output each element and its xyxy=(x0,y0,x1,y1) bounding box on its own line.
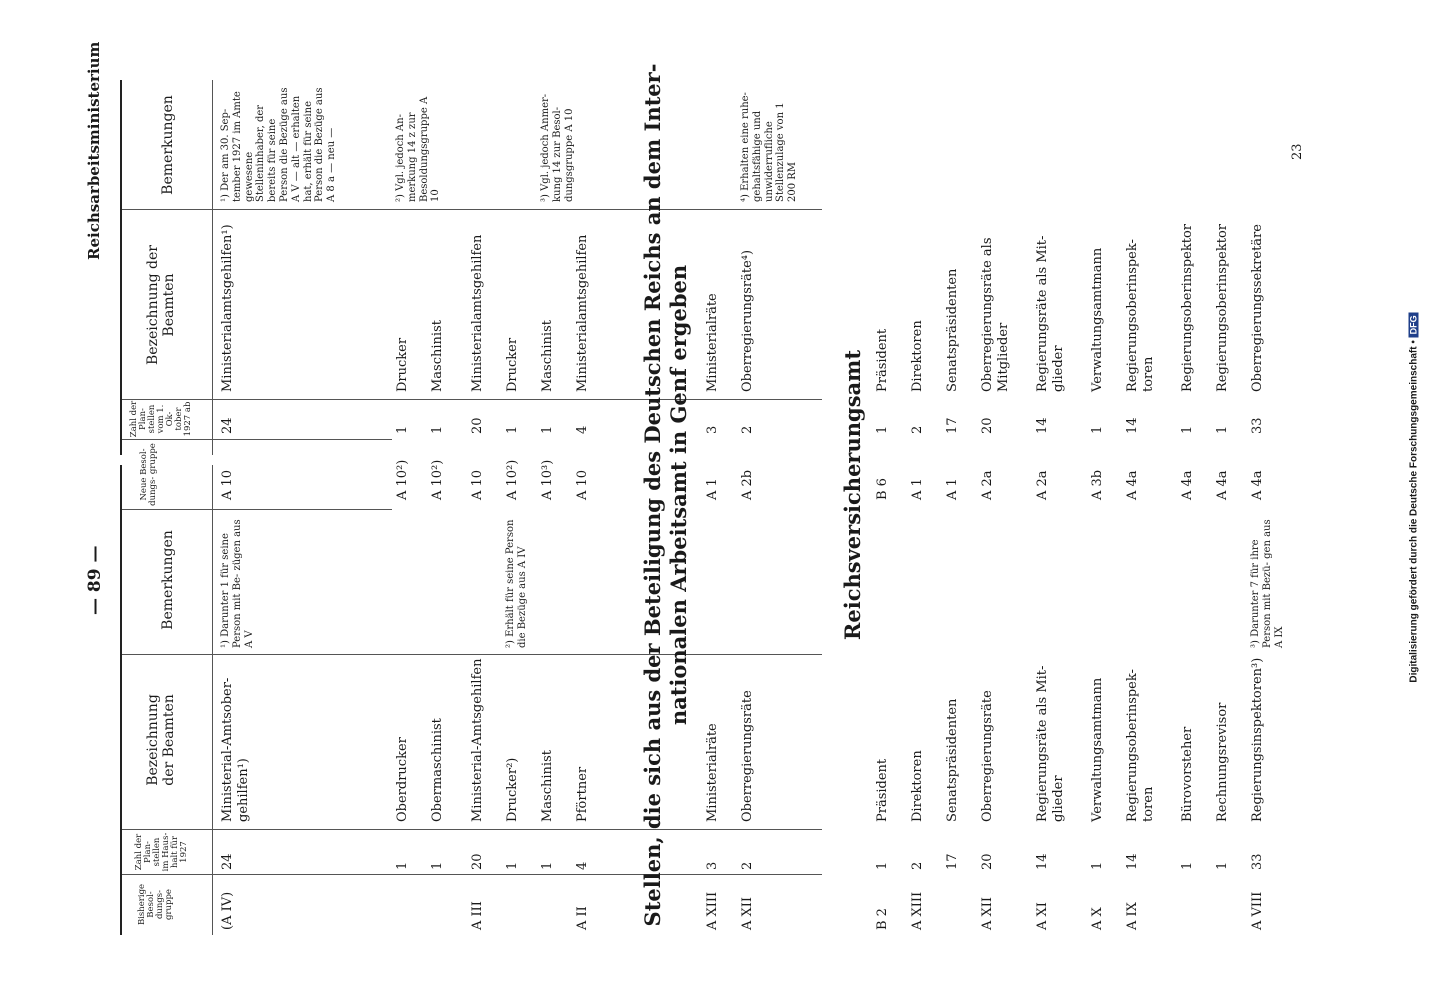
new-group-cell: A 10²) xyxy=(395,459,410,500)
designation-cell: Regierungsräte als Mit- glieder xyxy=(1035,665,1066,822)
col-sep-2 xyxy=(122,829,822,830)
designation-cell: Ministerialräte xyxy=(705,723,720,822)
new-count-cell: 1 xyxy=(395,425,410,434)
new-designation-cell: Drucker xyxy=(395,337,410,392)
new-group-cell: A 1 xyxy=(910,478,925,500)
old-group-cell: A XII xyxy=(740,896,755,930)
old-group-cell: A XIII xyxy=(705,891,720,930)
designation-cell: Senatspräsidenten xyxy=(945,698,960,822)
new-designation-cell: Regierungsoberinspektor xyxy=(1215,223,1230,392)
count-cell: 20 xyxy=(470,853,485,870)
page-index: 23 xyxy=(1290,143,1305,160)
new-count-cell: 4 xyxy=(575,425,590,434)
new-count-cell: 1 xyxy=(875,425,890,434)
designation-cell: Direktoren xyxy=(910,750,925,822)
new-designation-cell: Verwaltungsamtmann xyxy=(1090,247,1105,392)
new-designation-cell: Regierungsräte als Mit- glieder xyxy=(1035,235,1066,392)
new-designation-cell: Regierungsoberinspektor xyxy=(1180,223,1195,392)
col-sep-3 xyxy=(122,654,822,655)
col-new-designation: Bezeichnung der Beamten xyxy=(145,245,178,365)
col-sep-7 xyxy=(122,209,822,210)
new-remarks-cell: ⁴) Erhalten eine ruhe- gehaltsfähige und unwiderrufliche Stellenzulage von 1 200 RM xyxy=(740,92,799,202)
page-number: — 89 — xyxy=(85,545,105,615)
new-designation-cell: Senatspräsidenten xyxy=(945,268,960,392)
count-cell: 33 xyxy=(1250,853,1265,870)
new-count-cell: 14 xyxy=(1035,417,1050,434)
col-designation: Bezeichnung der Beamten xyxy=(145,694,178,786)
old-group-cell: A XII xyxy=(980,896,995,930)
new-group-cell: A 1 xyxy=(705,478,720,500)
new-group-cell: A 2b xyxy=(740,469,755,500)
new-group-cell: A 2a xyxy=(1035,470,1050,500)
new-group-cell: A 10²) xyxy=(505,459,520,500)
remarks-cell: ³) Darunter 7 für ihre Person mit Bezü- gen aus A IX xyxy=(1250,519,1285,648)
old-group-cell: A X xyxy=(1090,907,1105,930)
new-remarks-cell: ²) Vgl. jedoch An- merkung 14 z zur Besoldungsgruppe A 10 xyxy=(395,96,442,202)
new-count-cell: 1 xyxy=(1090,425,1105,434)
new-count-cell: 1 xyxy=(1180,425,1195,434)
old-group-cell: A XI xyxy=(1035,902,1050,930)
new-count-cell: 2 xyxy=(740,425,755,434)
new-count-cell: 33 xyxy=(1250,417,1265,434)
new-remarks-cell: ¹) Der am 30. Sep- tember 1927 im Amte gewesene Stelleninhaber, der bereits für seine Person die Bezüge aus A V — alt — erhalten hat, erhält für seine Person die Bezüge aus A 8 a — neu — xyxy=(220,87,338,202)
old-group-cell: (A IV) xyxy=(220,891,235,930)
count-cell: 14 xyxy=(1125,853,1140,870)
designation-cell: Verwaltungsamtmann xyxy=(1090,677,1105,822)
new-count-cell: 1 xyxy=(505,425,520,434)
designation-cell: Ministerial-Amtsgehilfen xyxy=(470,658,485,822)
designation-cell: Bürovorsteher xyxy=(1180,726,1195,822)
new-count-cell: 3 xyxy=(705,425,720,434)
col-sep-4 xyxy=(122,509,392,510)
new-designation-cell: Maschinist xyxy=(540,320,555,392)
designation-cell: Regierungsinspektoren³) xyxy=(1250,657,1265,822)
designation-cell: Oberregierungsräte xyxy=(980,690,995,822)
remarks-cell: ²) Erhält für seine Person die Bezüge aus A IV xyxy=(505,519,528,648)
designation-cell: Drucker²) xyxy=(505,757,520,822)
count-cell: 17 xyxy=(945,853,960,870)
count-cell: 1 xyxy=(1090,861,1105,870)
new-group-cell: A 4a xyxy=(1125,470,1140,500)
new-designation-cell: Direktoren xyxy=(910,320,925,392)
new-designation-cell: Ministerialräte xyxy=(705,293,720,392)
col-new-group: Neue Besol- dungs- gruppe xyxy=(139,443,158,506)
col-count-1927: Zahl der Plan- stellen im Haus- halt für 1927 xyxy=(134,832,189,872)
count-cell: 20 xyxy=(980,853,995,870)
section-rva-title: Reichsversicherungsamt xyxy=(840,349,865,641)
designation-cell: Ministerial-Amtsober- gehilfen¹) xyxy=(220,677,251,822)
count-cell: 2 xyxy=(740,861,755,870)
col-new-remarks: Bemerkungen xyxy=(160,95,176,195)
new-designation-cell: Oberregierungssekretäre xyxy=(1250,224,1265,392)
new-group-cell: A 4a xyxy=(1180,470,1195,500)
new-designation-cell: Oberregierungsräte⁴) xyxy=(740,249,755,392)
new-group-cell: B 6 xyxy=(875,478,890,500)
count-cell: 24 xyxy=(220,853,235,870)
new-count-cell: 1 xyxy=(430,425,445,434)
designation-cell: Obermaschinist xyxy=(430,718,445,822)
digitization-sidebar xyxy=(1404,0,1422,1000)
new-count-cell: 2 xyxy=(910,425,925,434)
new-designation-cell: Maschinist xyxy=(430,320,445,392)
designation-cell: Regierungsoberinspek- toren xyxy=(1125,669,1156,822)
section-genf-title: Stellen, die sich aus der Beteiligung des Deutschen Reichs an dem Inter- nationalen Arbeitsamt in Genf ergeben xyxy=(640,63,692,927)
dfg-logo: DFG xyxy=(1409,312,1419,337)
new-remarks-cell: ³) Vgl. jedoch Anmer- kung 14 zur Besol- dungsgruppe A 10 xyxy=(540,93,575,202)
new-count-cell: 1 xyxy=(540,425,555,434)
col-old-group: Bisherige Besol- dungs- gruppe xyxy=(137,883,174,926)
new-designation-cell: Präsident xyxy=(875,328,890,392)
designation-cell: Pförtner xyxy=(575,766,590,822)
count-cell: 4 xyxy=(575,861,590,870)
digitization-notice: Digitalisierung gefördert durch die Deutsche Forschungsgemeinschaft • xyxy=(1408,340,1420,683)
new-group-cell: A 4a xyxy=(1250,470,1265,500)
new-group-cell: A 3b xyxy=(1090,469,1105,500)
head-rule-left xyxy=(212,465,213,935)
new-count-cell: 24 xyxy=(220,417,235,434)
designation-cell: Oberdrucker xyxy=(395,737,410,822)
ministry-title: Reichsarbeitsministerium xyxy=(85,41,103,260)
count-cell: 2 xyxy=(910,861,925,870)
col-sep-6 xyxy=(122,399,822,400)
count-cell: 1 xyxy=(1180,861,1195,870)
col-count-oct: Zahl der Plan- stellen vom 1. Ok- tober 1927 ab xyxy=(129,400,193,438)
designation-cell: Rechnungsrevisor xyxy=(1215,702,1230,822)
count-cell: 1 xyxy=(875,861,890,870)
new-designation-cell: Ministerialamtsgehilfen xyxy=(575,234,590,392)
top-rule-left xyxy=(120,465,122,935)
count-cell: 1 xyxy=(540,861,555,870)
new-group-cell: A 10 xyxy=(470,469,485,500)
new-designation-cell: Ministerialamtsgehilfen¹) xyxy=(220,224,235,392)
new-group-cell: A 2a xyxy=(980,470,995,500)
old-group-cell: A IX xyxy=(1125,902,1140,930)
new-designation-cell: Regierungsoberinspek- toren xyxy=(1125,239,1156,392)
new-group-cell: A 1 xyxy=(945,478,960,500)
new-count-cell: 1 xyxy=(1215,425,1230,434)
remarks-cell: ¹) Darunter 1 für seine Person mit Be- zügen aus A V xyxy=(220,519,255,648)
designation-cell: Präsident xyxy=(875,758,890,822)
new-count-cell: 17 xyxy=(945,417,960,434)
new-group-cell: A 10 xyxy=(220,469,235,500)
new-designation-cell: Ministerialamtsgehilfen xyxy=(470,234,485,392)
count-cell: 1 xyxy=(505,861,520,870)
old-group-cell: A VIII xyxy=(1250,891,1265,930)
count-cell: 3 xyxy=(705,861,720,870)
col-sep-5 xyxy=(122,439,392,440)
designation-cell: Maschinist xyxy=(540,750,555,822)
new-group-cell: A 10²) xyxy=(430,459,445,500)
old-group-cell: A II xyxy=(575,906,590,930)
new-count-cell: 20 xyxy=(980,417,995,434)
new-group-cell: A 4a xyxy=(1215,470,1230,500)
new-group-cell: A 10 xyxy=(575,469,590,500)
old-group-cell: A XIII xyxy=(910,891,925,930)
count-cell: 1 xyxy=(1215,861,1230,870)
old-group-cell: B 2 xyxy=(875,908,890,930)
count-cell: 1 xyxy=(430,861,445,870)
new-group-cell: A 10³) xyxy=(540,459,555,500)
old-group-cell: A III xyxy=(470,901,485,930)
new-count-cell: 20 xyxy=(470,417,485,434)
new-designation-cell: Oberregierungsräte als Mitglieder xyxy=(980,237,1011,392)
col-sep-1 xyxy=(122,874,822,875)
designation-cell: Oberregierungsräte xyxy=(740,690,755,822)
new-designation-cell: Drucker xyxy=(505,337,520,392)
new-count-cell: 14 xyxy=(1125,417,1140,434)
count-cell: 1 xyxy=(395,861,410,870)
col-remarks: Bemerkungen xyxy=(160,530,176,630)
count-cell: 14 xyxy=(1035,853,1050,870)
